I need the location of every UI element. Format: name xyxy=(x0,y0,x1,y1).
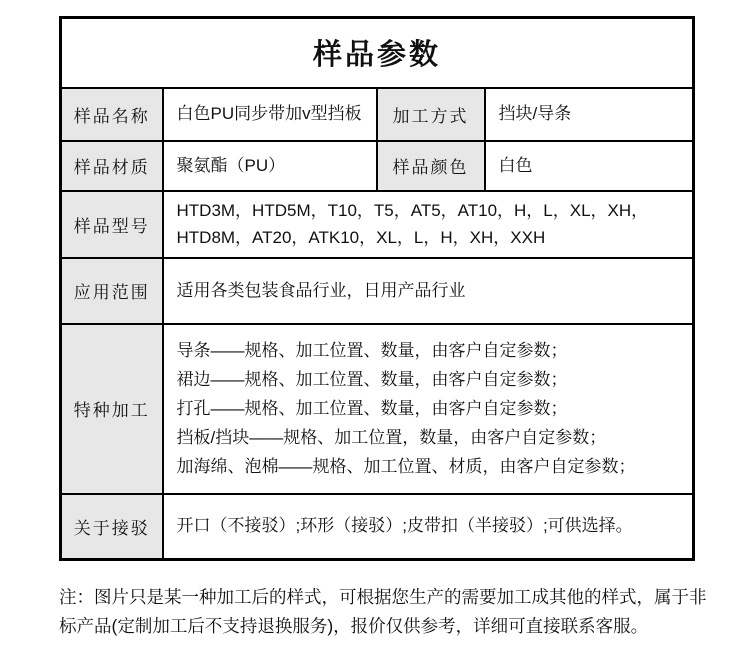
special-processing-value xyxy=(163,324,694,494)
footer-note-line: 标产品(定制加工后不支持退换服务)，报价仅供参考，详细可直接联系客服。 xyxy=(59,616,649,636)
table-title: 样品参数 xyxy=(61,18,694,88)
splicing-label: 关于接驳 xyxy=(61,494,163,560)
sample-name-value: 白色PU同步带加v型挡板 xyxy=(163,88,377,141)
table-row-sample-material xyxy=(61,141,694,191)
splicing-value: 开口（不接驳）;环形（接驳）;皮带扣（半接驳）;可供选择。 xyxy=(163,494,694,560)
table-row-sample-model xyxy=(61,191,694,258)
application-scope-value: 适用各类包装食品行业，日用产品行业 xyxy=(163,258,694,324)
table-row-sample-name xyxy=(61,88,694,141)
model-line: HTD3M，HTD5M，T10，T5，AT5，AT10，H，L，XL，XH， xyxy=(176,201,649,220)
model-line: HTD8M，AT20，ATK10，XL，L，H，XH，XXH xyxy=(176,228,546,247)
sample-model-label: 样品型号 xyxy=(61,191,163,258)
application-scope-label: 应用范围 xyxy=(61,258,163,324)
table-row-splicing xyxy=(61,494,694,560)
sample-color-label: 样品颜色 xyxy=(377,141,485,191)
sample-name-label: 样品名称 xyxy=(61,88,163,141)
special-processing-line: 打孔——规格、加工位置、数量，由客户自定参数； xyxy=(176,399,568,418)
special-processing-line: 挡板/挡块——规格、加工位置，数量，由客户自定参数； xyxy=(176,428,607,447)
sample-material-value: 聚氨酯（PU） xyxy=(163,141,377,191)
special-processing-line: 加海绵、泡棉——规格、加工位置、材质，由客户自定参数； xyxy=(176,457,636,476)
footer-note xyxy=(59,583,707,641)
processing-method-value: 挡块/导条 xyxy=(485,88,694,141)
table-row-special-processing xyxy=(61,324,694,494)
sample-color-value: 白色 xyxy=(485,141,694,191)
sample-model-value xyxy=(163,191,694,258)
special-processing-line: 导条——规格、加工位置、数量，由客户自定参数； xyxy=(176,341,568,360)
special-processing-line: 裙边——规格、加工位置、数量，由客户自定参数； xyxy=(176,370,568,389)
table-row-application-scope xyxy=(61,258,694,324)
sample-parameters-table xyxy=(59,16,695,561)
sample-material-label: 样品材质 xyxy=(61,141,163,191)
processing-method-label: 加工方式 xyxy=(377,88,485,141)
title-row xyxy=(61,18,694,88)
special-processing-label: 特种加工 xyxy=(61,324,163,494)
footer-note-line: 注：图片只是某一种加工后的样式，可根据您生产的需要加工成其他的样式，属于非 xyxy=(59,587,707,607)
